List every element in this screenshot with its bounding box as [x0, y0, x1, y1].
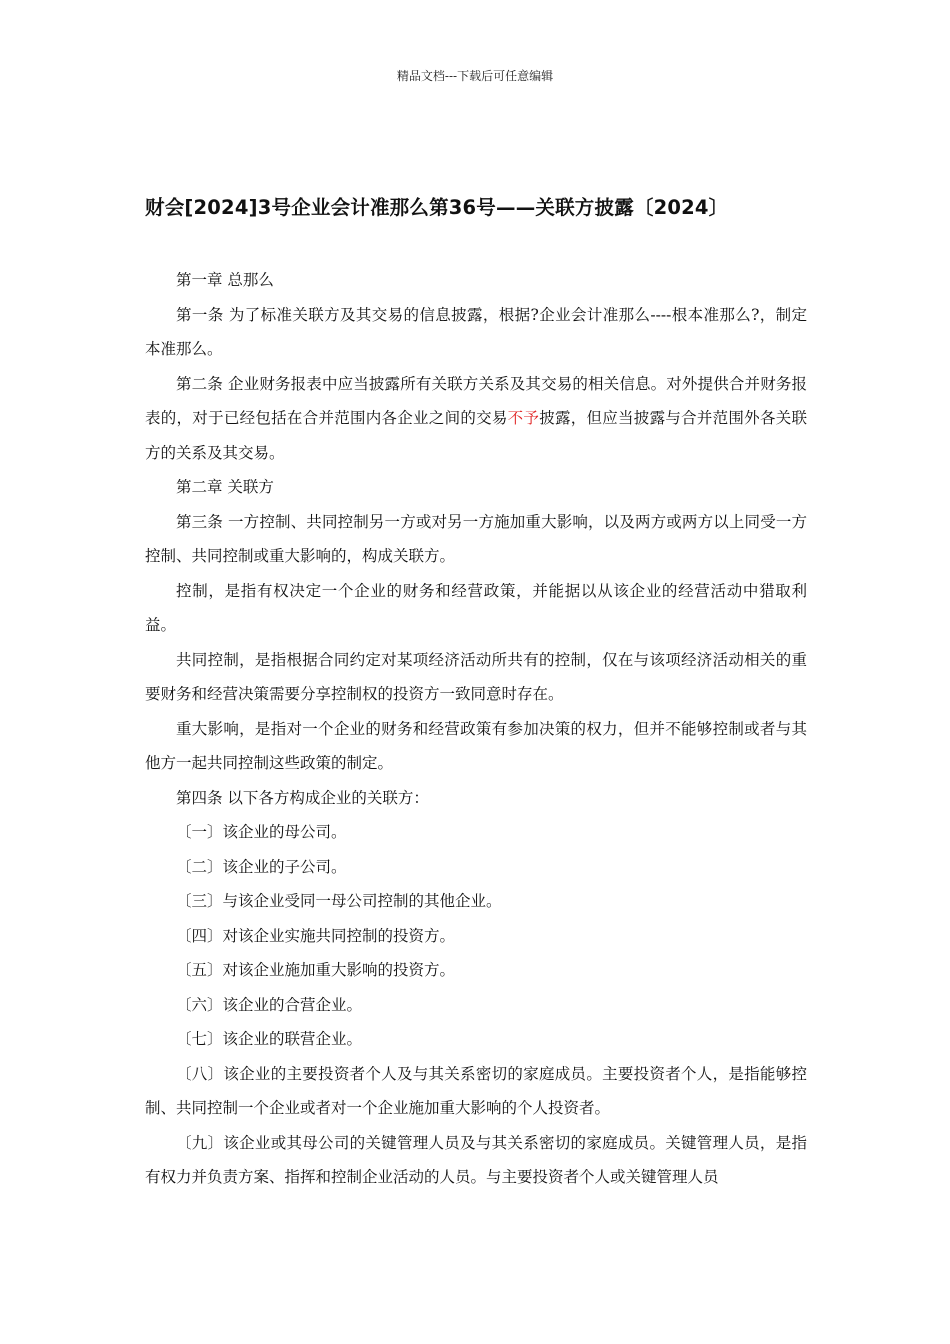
- definition-paragraph: 共同控制，是指根据合同约定对某项经济活动所共有的控制，仅在与该项经济活动相关的重要财务和经营决策需要分享控制权的投资方一致同意时存在。: [145, 650, 807, 703]
- article-paragraph: [145, 367, 807, 471]
- article-paragraph: 第一条 为了标准关联方及其交易的信息披露，根据?企业会计准那么----根本准那么?，制定本准那么。: [145, 305, 807, 358]
- list-item: 〔六〕该企业的合营企业。: [176, 995, 363, 1014]
- definition-paragraph: 重大影响，是指对一个企业的财务和经营政策有参加决策的权力，但并不能够控制或者与其他方一起共同控制这些政策的制定。: [145, 719, 807, 772]
- list-item: 〔三〕与该企业受同一母公司控制的其他企业。: [176, 892, 502, 910]
- highlighted-text: 不予: [507, 409, 540, 427]
- article-paragraph: 第四条 以下各方构成企业的关联方：: [176, 788, 429, 807]
- list-item: 〔七〕该企业的联营企业。: [176, 1030, 363, 1048]
- paragraph-text: 第二条 企业财务报表中应当披露所有关联方关系及其交易的相关信息。对外提供合并财务报表的，对于已经包括在合并范围内各企业之间的交易: [145, 374, 807, 427]
- list-item: 〔八〕该企业的主要投资者个人及与其关系密切的家庭成员。主要投资者个人，是指能够控制、共同控制一个企业或者对一个企业施加重大影响的个人投资者。: [145, 1064, 807, 1117]
- definition-paragraph: 控制，是指有权决定一个企业的财务和经营政策，并能据以从该企业的经营活动中猎取利益。: [145, 581, 807, 634]
- list-item: 〔二〕该企业的子公司。: [176, 857, 347, 876]
- chapter-heading: 第二章 关联方: [176, 478, 274, 496]
- chapter-heading: 第一章 总那么: [176, 271, 274, 289]
- document-title: 财会[2024]3号企业会计准那么第36号——关联方披露〔2024〕: [145, 196, 729, 219]
- list-item: 〔九〕该企业或其母公司的关键管理人员及与其关系密切的家庭成员。关键管理人员，是指有权力并负责方案、指挥和控制企业活动的人员。与主要投资者个人或关键管理人员: [145, 1133, 807, 1186]
- page-header: 精品文档---下载后可任意编辑: [396, 69, 554, 83]
- article-paragraph: 第三条 一方控制、共同控制另一方或对另一方施加重大影响，以及两方或两方以上同受一方控制、共同控制或重大影响的，构成关联方。: [145, 512, 807, 565]
- paragraph-text: 披露，但应当披露与合并范围外各关联方的关系及其交易。: [145, 409, 807, 462]
- list-item: 〔一〕该企业的母公司。: [176, 823, 347, 841]
- list-item: 〔四〕对该企业实施共同控制的投资方。: [176, 926, 456, 945]
- document-body: [145, 263, 807, 1195]
- list-item: 〔五〕对该企业施加重大影响的投资方。: [176, 961, 456, 979]
